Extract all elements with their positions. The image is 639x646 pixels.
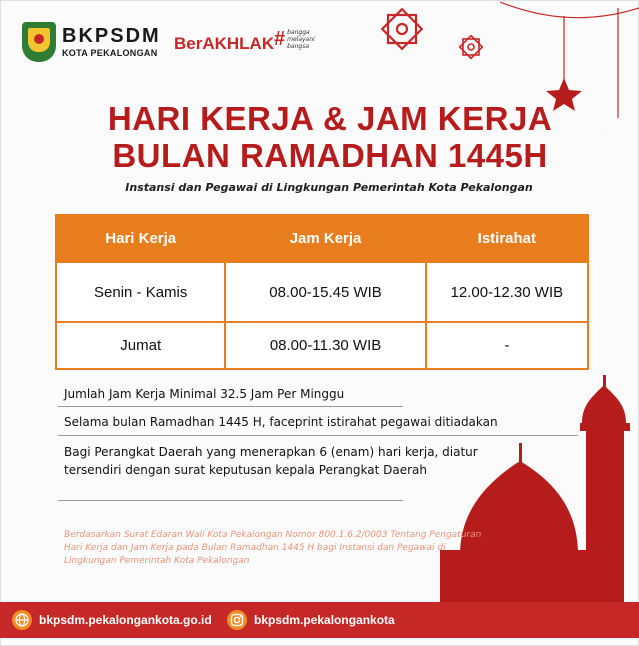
bangga-line: bangsa [287,43,310,50]
ornament-star-icon [378,4,426,54]
note-min-hours: Jumlah Jam Kerja Minimal 32.5 Jam Per Minggu [64,387,345,401]
bkpsdm-logo [22,22,161,62]
divider [58,500,403,501]
table-row [56,322,588,369]
table-cell: 08.00-15.45 WIB [225,262,425,322]
table-cell: Senin - Kamis [56,262,225,322]
table-header-row [56,215,588,262]
header-jam-kerja: Jam Kerja [225,215,425,262]
main-title-line-1: HARI KERJA & JAM KERJA [107,100,553,137]
instagram-icon [227,610,247,630]
hashtag-icon: # [274,28,286,50]
table-cell: - [426,322,588,369]
globe-icon [12,610,32,630]
org-name: BKPSDM [62,25,161,47]
instagram-text: bkpsdm.pekalongankota [254,613,395,627]
subtitle: Instansi dan Pegawai di Lingkungan Pemerintah Kota Pekalongan [125,181,533,194]
footer-bar [0,602,639,638]
divider [58,435,578,436]
bangga-line: bangga [287,29,310,36]
website-text: bkpsdm.pekalongankota.go.id [39,613,212,627]
city-crest-icon [22,22,56,62]
work-schedule-table [55,214,589,370]
website-link[interactable] [12,610,212,630]
bangga-line: melayani [287,36,315,43]
instagram-link[interactable] [227,610,395,630]
berakhlak-logo: BerAKHLAK [174,34,275,53]
table-cell: 08.00-11.30 WIB [225,322,425,369]
header-hari-kerja: Hari Kerja [56,215,225,262]
divider [58,406,403,407]
main-title-line-2: BULAN RAMADHAN 1445H [112,137,548,174]
org-city: KOTA PEKALONGAN [62,48,158,58]
ornament-small-icon [456,32,486,62]
table-cell: 12.00-12.30 WIB [426,262,588,322]
bangga-melayani-logo [274,28,315,51]
note-faceprint: Selama bulan Ramadhan 1445 H, faceprint istirahat pegawai ditiadakan [64,415,498,429]
table-cell: Jumat [56,322,225,369]
table-row [56,262,588,322]
header-istirahat: Istirahat [426,215,588,262]
note-six-day: Bagi Perangkat Daerah yang menerapkan 6 (enam) hari kerja, diatur tersendiri dengan surat keputusan kepala Perangkat Daerah [64,445,478,477]
source-reference: Berdasarkan Surat Edaran Wali Kota Pekalongan Nomor 800.1.6.2/0003 Tentang Pengaturan Hari Kerja dan Jam Kerja pada Bulan Ramadhan 1445 H bagi Instansi dan Pegawai di Lingkungan Pemerintah Kota Pekalongan [64,530,482,566]
